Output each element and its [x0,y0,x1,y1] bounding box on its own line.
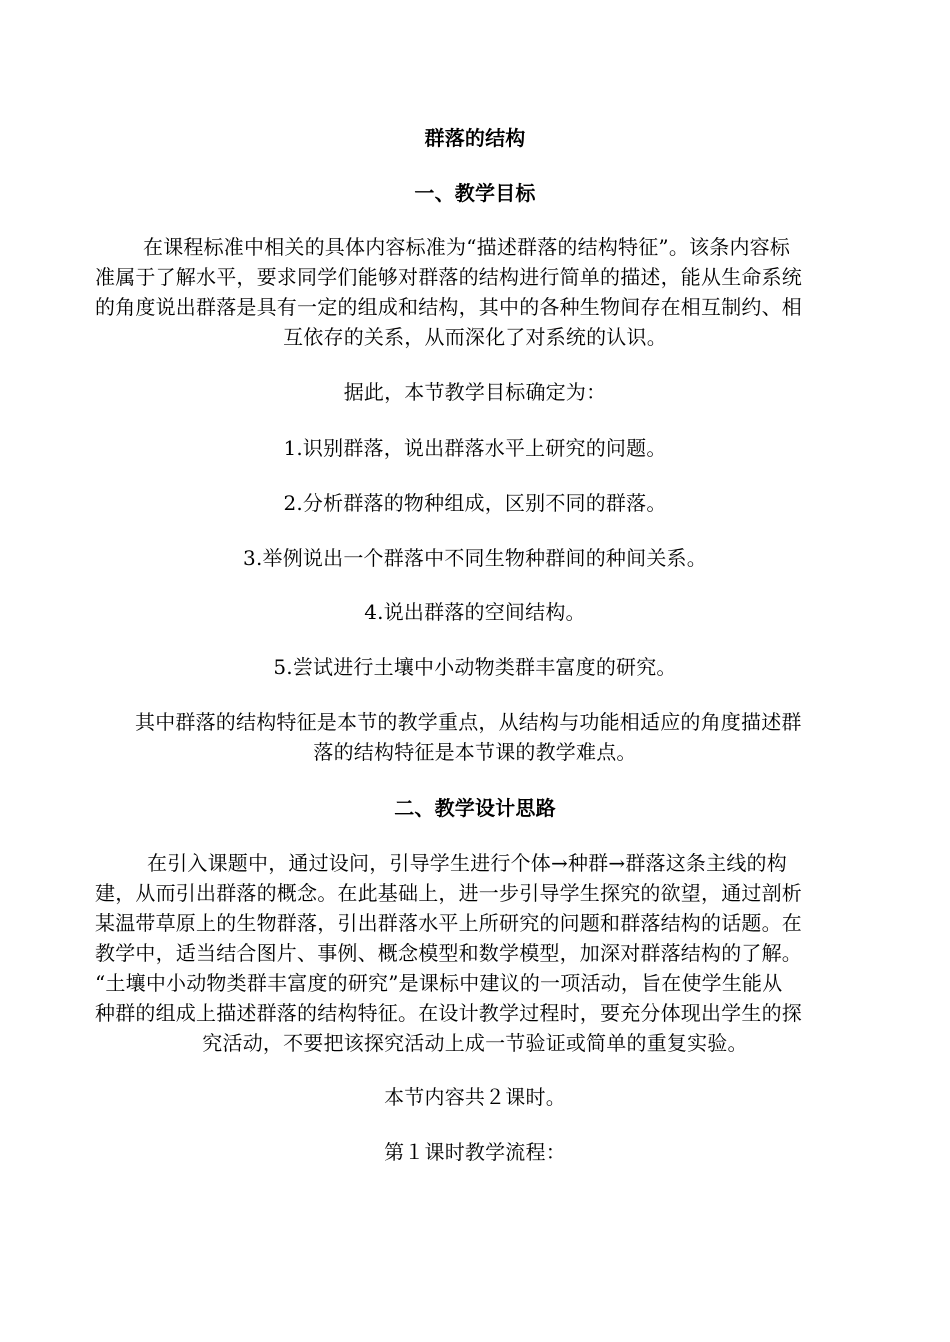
paragraph-line: 落的结构特征是本节课的教学难点。 [313,740,637,764]
paragraph-line: 的角度说出群落是具有一定的组成和结构，其中的各种生物间存在相互制约、相 [95,295,802,319]
paragraph-line: 教学中，适当结合图片、事例、概念模型和数学模型，加深对群落结构的了解。 [95,941,802,965]
design-paragraph [95,848,855,1058]
objective-item: 2.分析群落的物种组成，区别不同的群落。 [283,491,667,515]
objective-item: 4.说出群落的空间结构。 [364,600,586,624]
section-heading-design: 二、教学设计思路 [394,796,556,820]
paragraph-line: 某温带草原上的生物群落，引出群落水平上所研究的问题和群落结构的话题。在 [95,911,802,935]
paragraph-line: 互依存的关系，从而深化了对系统的认识。 [283,325,667,349]
paragraph-line: 准属于了解水平，要求同学们能够对群落的结构进行简单的描述，能从生命系统 [95,265,802,289]
objective-item: 3.举例说出一个群落中不同生物种群间的种间关系。 [243,546,707,570]
document-title: 群落的结构 [424,126,526,150]
period-count: 本节内容共２课时。 [384,1085,566,1109]
paragraph-line: 在引入课题中，通过设问，引导学生进行个体→种群→群落这条主线的构 [147,851,787,875]
paragraph-line: “土壤中小动物类群丰富度的研究”是课标中建议的一项活动，旨在使学生能从 [95,971,783,995]
section-heading-objectives: 一、教学目标 [414,181,536,205]
focus-paragraph [95,707,855,767]
paragraph-line: 其中群落的结构特征是本节的教学重点，从结构与功能相适应的角度描述群 [135,710,802,734]
objectives-intro-paragraph [95,232,855,352]
paragraph-line: 在课程标准中相关的具体内容标准为“描述群落的结构特征”。该条内容标 [143,235,791,259]
objectives-lead: 据此，本节教学目标确定为： [343,380,607,404]
paragraph-line: 究活动，不要把该探究活动上成一节验证或简单的重复实验。 [202,1031,748,1055]
teaching-flow-label: 第１课时教学流程： [384,1140,566,1164]
objective-item: 1.识别群落，说出群落水平上研究的问题。 [283,436,667,460]
paragraph-line: 种群的组成上描述群落的结构特征。在设计教学过程时，要充分体现出学生的探 [95,1001,802,1025]
paragraph-line: 建，从而引出群落的概念。在此基础上，进一步引导学生探究的欲望，通过剖析 [95,881,802,905]
objective-item: 5.尝试进行土壤中小动物类群丰富度的研究。 [273,655,677,679]
